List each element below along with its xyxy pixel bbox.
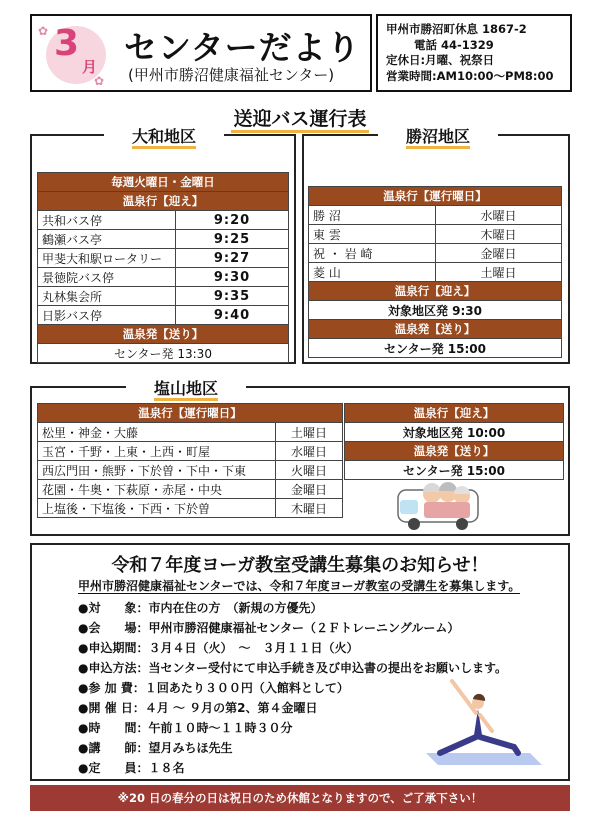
operation-day: 土曜日 — [276, 423, 343, 442]
stop-time: 9:30 — [176, 268, 289, 287]
area-name: 勝 沼 — [309, 206, 436, 225]
stop-time: 9:40 — [176, 306, 289, 325]
bus-illustration — [396, 480, 482, 532]
yoga-pose-illustration — [418, 675, 548, 767]
operation-day: 木曜日 — [276, 499, 343, 518]
yoga-intro: 甲州市勝沼健康福祉センターでは、令和７年度ヨーガ教室の受講生を募集します。 — [78, 579, 521, 593]
table-row — [38, 211, 289, 230]
yamato-departure: センター発 13:30 — [38, 344, 289, 363]
yoga-time: ●時 間：午前１０時～１１時３０分 — [78, 721, 293, 735]
stop-name: 甲斐大和駅ロータリー — [38, 249, 176, 268]
stop-name: 景徳院バス停 — [38, 268, 176, 287]
yoga-capacity: ●定 員：１８名 — [78, 761, 185, 775]
table-row — [38, 268, 289, 287]
shioyama-pickup-header: 温泉行【迎え】 — [345, 404, 564, 423]
center-info-box — [376, 14, 572, 92]
area-name: 東 雲 — [309, 225, 436, 244]
area-name: 花園・牛奥・下萩原・赤尾・中央 — [38, 480, 276, 499]
table-row — [38, 461, 343, 480]
table-row — [38, 499, 343, 518]
shioyama-pickup: 対象地区発 10:00 — [345, 423, 564, 442]
yoga-title: 令和７年度ヨーガ教室受講生募集のお知らせ！ — [111, 555, 489, 576]
katsunuma-dropoff: センター発 15:00 — [309, 339, 562, 358]
yamato-from-onsen-header: 温泉発【送り】 — [38, 325, 289, 344]
phone: 電話 44-1329 — [414, 37, 494, 52]
yoga-dates: ●開 催 日：４月 ～ ９月の第2、第４金曜日 — [78, 701, 318, 715]
area-name: 松里・神金・大藤 — [38, 423, 276, 442]
katsunuma-schedule-table — [308, 186, 562, 358]
stop-time: 9:35 — [176, 287, 289, 306]
closure-notice: ※20 日の春分の日は祝日のため休館となりますので、ご了承下さい！ — [30, 785, 570, 811]
table-row — [38, 249, 289, 268]
shioyama-dropoff-header: 温泉発【送り】 — [345, 442, 564, 461]
area-name: 西広門田・熊野・下於曽・下中・下東 — [38, 461, 276, 480]
yoga-application-method: ●申込方法：当センター受付にて申込手続き及び申込書の提出をお願いします。 — [78, 661, 508, 675]
table-row — [309, 225, 562, 244]
operation-day: 土曜日 — [436, 263, 562, 282]
stop-name: 鶴瀬バス亭 — [38, 230, 176, 249]
katsunuma-dropoff-header: 温泉発【送り】 — [309, 320, 562, 339]
bus-schedule-title: 送迎バス運行表 — [0, 104, 600, 131]
table-row — [38, 480, 343, 499]
shioyama-operation-header: 温泉行【運行曜日】 — [38, 404, 343, 423]
month-suffix: 月 — [82, 58, 98, 76]
address: 甲州市勝沼町休息 1867-2 — [386, 22, 527, 36]
opening-hours: 営業時間:AM10:00～PM8:00 — [386, 68, 554, 83]
area-name: 菱 山 — [309, 263, 436, 282]
operation-day: 金曜日 — [436, 244, 562, 263]
stop-name: 丸林集会所 — [38, 287, 176, 306]
shioyama-times-table — [344, 403, 564, 480]
yoga-venue: ●会 場：甲州市勝沼健康福祉センター（２Ｆトレーニングルーム） — [78, 621, 460, 635]
yoga-target: ●対 象：市内在住の方 （新規の方優先） — [78, 601, 323, 615]
stop-time: 9:20 — [176, 211, 289, 230]
shioyama-label: 塩山地区 — [126, 376, 246, 399]
area-name: 祝 ・ 岩 崎 — [309, 244, 436, 263]
yoga-fee: ●参 加 費：１回あたり３００円（入館料として） — [78, 681, 349, 695]
month-number: 3 — [54, 23, 80, 64]
stop-name: 共和バス停 — [38, 211, 176, 230]
yamato-to-onsen-header: 温泉行【迎え】 — [38, 192, 289, 211]
yoga-announcement-panel — [30, 543, 570, 781]
closed-days: 定休日:月曜、祝祭日 — [386, 53, 495, 67]
table-row — [38, 230, 289, 249]
table-row — [309, 206, 562, 225]
katsunuma-pickup: 対象地区発 9:30 — [309, 301, 562, 320]
table-row — [38, 306, 289, 325]
shioyama-schedule-table — [37, 403, 343, 518]
area-name: 玉宮・千野・上東・上西・町屋 — [38, 442, 276, 461]
flower-icon: ✿ — [38, 24, 49, 38]
operation-day: 金曜日 — [276, 480, 343, 499]
katsunuma-pickup-header: 温泉行【迎え】 — [309, 282, 562, 301]
table-row — [309, 244, 562, 263]
operation-day: 水曜日 — [276, 442, 343, 461]
newsletter-title: センターだより — [124, 28, 361, 67]
yoga-application-period: ●申込期間：３月４日（火） ～ ３月１１日（火） — [78, 641, 359, 655]
table-row — [38, 423, 343, 442]
katsunuma-label: 勝沼地区 — [378, 124, 498, 147]
table-row — [309, 263, 562, 282]
yoga-instructor: ●講 師：望月みちほ先生 — [78, 741, 233, 755]
table-row — [38, 442, 343, 461]
yamato-schedule-table — [37, 172, 289, 363]
flower-icon: ✿ — [94, 74, 105, 88]
stop-name: 日影バス停 — [38, 306, 176, 325]
operation-day: 水曜日 — [436, 206, 562, 225]
newsletter-subtitle: (甲州市勝沼健康福祉センター) — [128, 66, 335, 84]
table-row — [38, 287, 289, 306]
yamato-label: 大和地区 — [104, 124, 224, 147]
operation-day: 木曜日 — [436, 225, 562, 244]
shioyama-dropoff: センター発 15:00 — [345, 461, 564, 480]
yamato-days: 毎週火曜日・金曜日 — [38, 173, 289, 192]
stop-time: 9:25 — [176, 230, 289, 249]
operation-day: 火曜日 — [276, 461, 343, 480]
katsunuma-operation-header: 温泉行【運行曜日】 — [309, 187, 562, 206]
area-name: 上塩後・下塩後・下西・下於曽 — [38, 499, 276, 518]
stop-time: 9:27 — [176, 249, 289, 268]
newsletter-header — [30, 14, 372, 92]
